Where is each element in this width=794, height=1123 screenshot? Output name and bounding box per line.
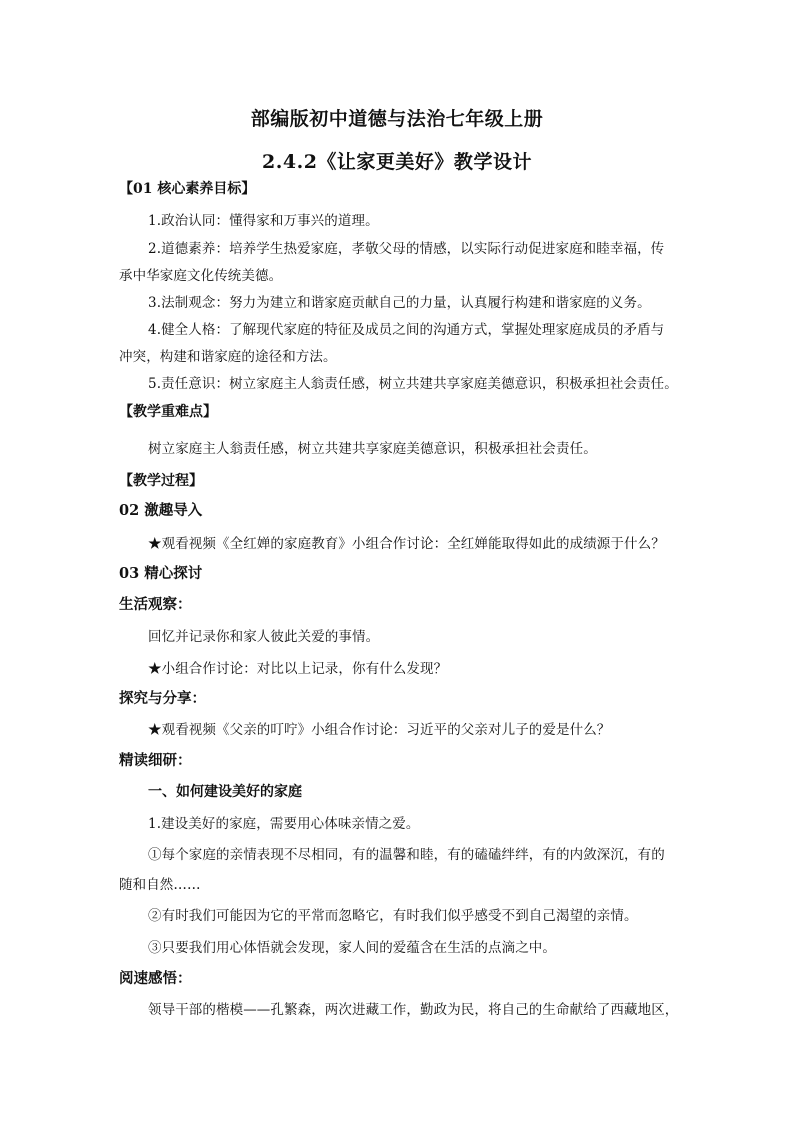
reading-heading: 精读细研： <box>119 752 192 769</box>
share-text: ★观看视频《父亲的叮咛》小组合作讨论：习近平的父亲对儿子的爱是什么？ <box>148 722 611 738</box>
reading-subheading: 一、如何建设美好的家庭 <box>148 784 302 800</box>
reading-line-2-cont: 随和自然…… <box>119 877 201 893</box>
fast-text: 领导干部的楷模——孔繁森，两次进藏工作，勤政为民，将自己的生命献给了西藏地区， <box>148 1002 679 1018</box>
reading-line-3: ②有时我们可能因为它的平常而忽略它，有时我们似乎感受不到自己渴望的亲情。 <box>148 908 638 924</box>
intro-heading: 02 激趣导入 <box>119 502 203 519</box>
goal-line-2: 2.道德素养：培养学生热爱家庭，孝敬父母的情感，以实际行动促进家庭和睦幸福，传 <box>148 241 665 257</box>
share-heading: 探究与分享： <box>119 690 206 707</box>
reading-line-2: ①每个家庭的亲情表现不尽相同，有的温馨和睦，有的磕磕绊绊，有的内敛深沉，有的 <box>148 847 665 863</box>
life-line-1: 回忆并记录你和家人彼此关爱的事情。 <box>148 629 380 645</box>
goal-line-2-cont: 承中华家庭文化传统美德。 <box>119 268 283 284</box>
goal-line-5: 5.责任意识：树立家庭主人翁责任感，树立共建共享家庭美德意识，积极承担社会责任。 <box>148 376 678 392</box>
key-points-text: 树立家庭主人翁责任感，树立共建共享家庭美德意识，积极承担社会责任。 <box>148 441 597 457</box>
goal-line-4-cont: 冲突，构建和谐家庭的途径和方法。 <box>119 349 337 365</box>
key-points-heading: 【教学重难点】 <box>119 404 217 420</box>
goal-line-1: 1.政治认同：懂得家和万事兴的道理。 <box>148 213 379 229</box>
explore-heading: 03 精心探讨 <box>119 565 203 582</box>
document-subtitle: 2.4.2《让家更美好》教学设计 <box>262 151 532 173</box>
reading-line-4: ③只要我们用心体悟就会发现，家人间的爱蕴含在生活的点滴之中。 <box>148 940 556 956</box>
life-line-2: ★小组合作讨论：对比以上记录，你有什么发现？ <box>148 661 448 677</box>
reading-line-1: 1.建设美好的家庭，需要用心体味亲情之爱。 <box>148 816 420 832</box>
goals-heading: 【01 核心素养目标】 <box>119 181 256 197</box>
document-title: 部编版初中道德与法治七年级上册 <box>250 108 544 130</box>
process-heading: 【教学过程】 <box>119 473 203 489</box>
fast-heading: 阅速感悟： <box>119 970 192 987</box>
life-heading: 生活观察： <box>119 596 192 613</box>
goal-line-3: 3.法制观念：努力为建立和谐家庭贡献自己的力量，认真履行构建和谐家庭的义务。 <box>148 295 651 311</box>
goal-line-4: 4.健全人格：了解现代家庭的特征及成员之间的沟通方式，掌握处理家庭成员的矛盾与 <box>148 322 665 338</box>
intro-text: ★观看视频《全红婵的家庭教育》小组合作讨论：全红婵能取得如此的成绩源于什么？ <box>148 536 665 552</box>
